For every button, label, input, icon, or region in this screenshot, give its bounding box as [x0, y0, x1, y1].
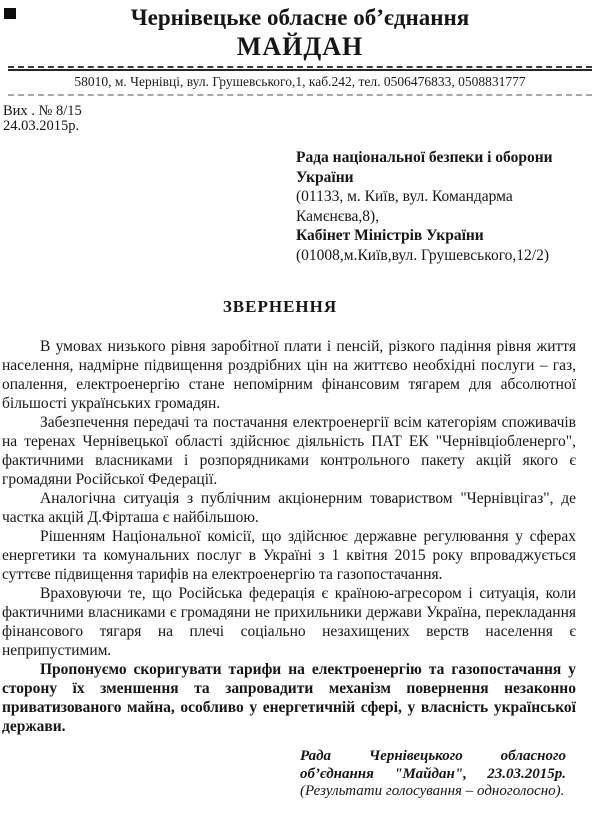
- body-paragraph: Аналогічна ситуація з публічним акціонерним товариством "Чернівцігаз", де частка акцій Д.Фірташа є найбільшою.: [2, 490, 576, 526]
- recipient-address: (01133, м. Київ, вул. Командарма Камєнєва,8),: [296, 188, 513, 225]
- proposal-paragraph: Пропонуємо скоригувати тарифи на електроенергію та газопостачання у сторону їх зменшення та запровадити механізм повернення незаконно приватизованого майна, особливо у енергетичній сфері, у власність української держави.: [2, 661, 576, 735]
- letter-date: 24.03.2015р.: [3, 118, 80, 134]
- body-paragraph: Забезпечення передачі та постачання електроенергії всім категоріям споживачів на теренах Чернівецької області здійснює діяльність ПАТ ЕК "Чернівціобленерго", фактичними власниками і розпорядниками контрольного пакету акцій якого є громадяни Російської Федерації.: [2, 414, 576, 488]
- voting-result-note: (Результати голосування – одноголосно).: [300, 783, 565, 799]
- organization-address: 58010, м. Чернівці, вул. Грушевського,1, каб.242, тел. 0506476833, 0508831777: [74, 74, 526, 89]
- letterhead-dashed-rule: [8, 66, 592, 68]
- recipient-address: (01008,м.Київ,вул. Грушевського,12/2): [296, 246, 550, 264]
- letterhead-bottom-rule: [8, 94, 592, 96]
- body-paragraph: В умовах низького рівня заробітної плати і пенсій, різкого падіння рівня життя населення, надмірне підвищення роздрібних цін на життєво необхідні послуги – газ, опалення, електроенергію стане непомірним фінансовим тягарем для абсолютної більшості українських громадян.: [2, 338, 576, 412]
- signature-line: об’єднання "Майдан", 23.03.2015р.: [300, 765, 566, 782]
- outgoing-ref-number: Вих . № 8/15: [3, 103, 82, 119]
- body-paragraph: Враховуючи те, що Російська федерація є країною-агресором і ситуація, коли фактичними власниками є громадяни не прихильники держави Україна, перекладання фінансового тягаря на плечі соціально незахищених верств населення є неприпустимим.: [2, 585, 576, 659]
- letterhead-solid-rule: [8, 69, 592, 71]
- letterhead: [0, 0, 600, 96]
- signature-block: [300, 748, 566, 801]
- body-paragraph: Рішенням Національної комісії, що здійснює державне регулювання у сферах енергетики та комунальних послуг в Україні з 1 квітня 2015 року впроваджується суттєве підвищення тарифів на електроенергію та газопостачання.: [2, 528, 576, 583]
- document-title: ЗВЕРНЕННЯ: [222, 297, 338, 316]
- scan-artifact-mark: [4, 8, 16, 19]
- signature-line: Рада Чернівецького обласного: [300, 748, 566, 764]
- recipient-name: Кабінет Міністрів України: [296, 227, 484, 244]
- organization-name-line2: МАЙДАН: [236, 32, 364, 61]
- recipient-name: Рада національної безпеки і оборони України: [296, 149, 553, 186]
- organization-name-line1: Чернівецьке обласне об’єднання: [130, 5, 470, 30]
- recipients-block: [296, 148, 568, 265]
- letter-meta: [3, 104, 600, 134]
- letter-body: [2, 337, 576, 736]
